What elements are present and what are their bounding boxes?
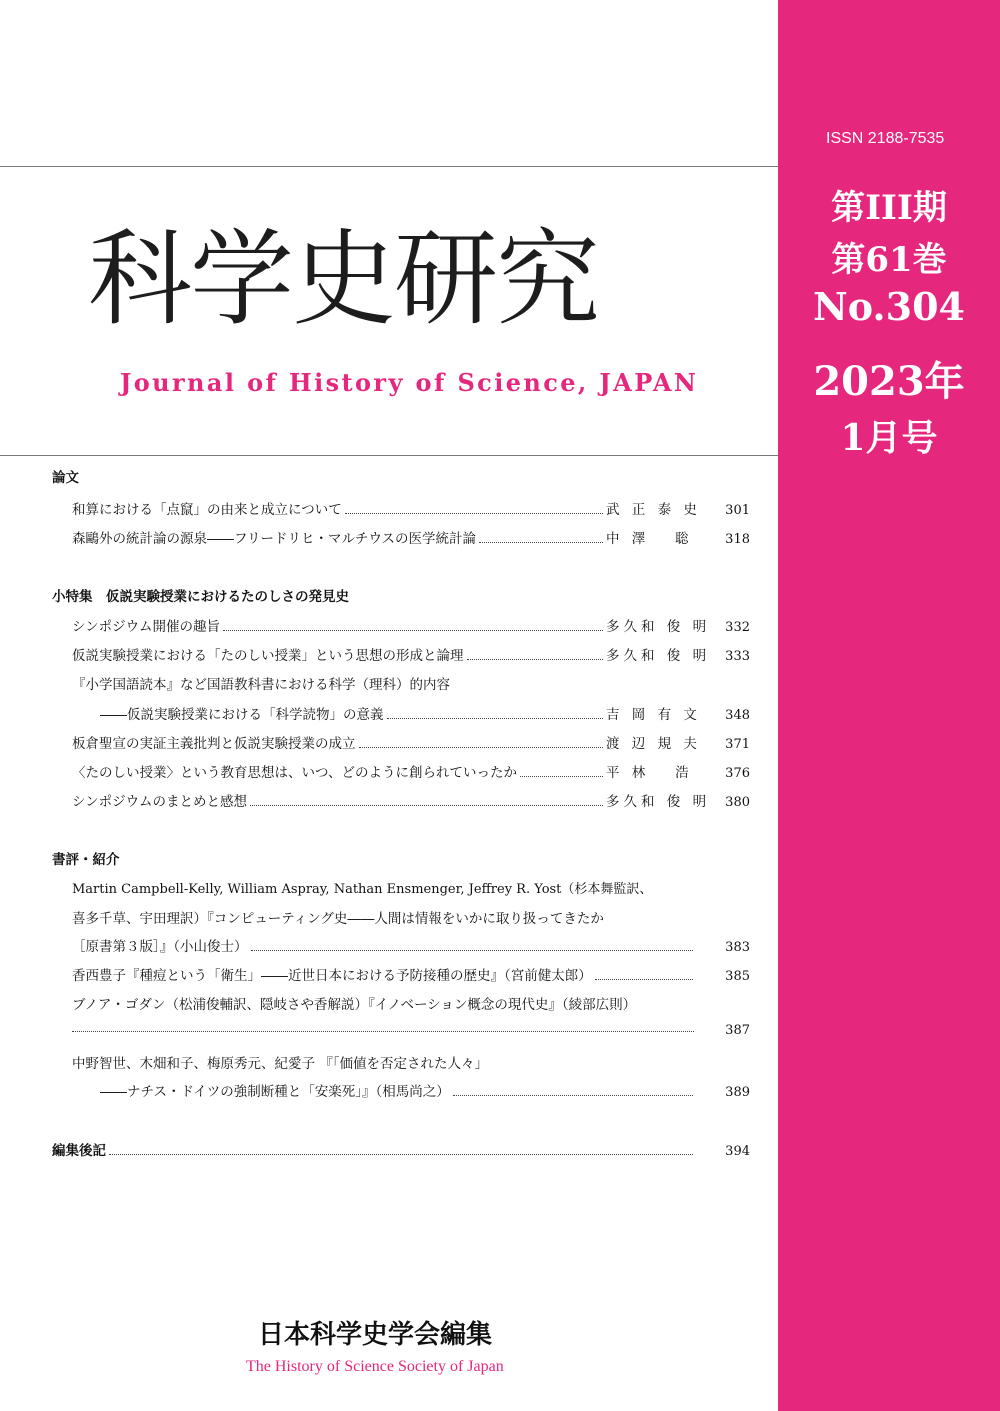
toc-entry bbox=[72, 498, 750, 518]
series-label: 第III期 bbox=[831, 188, 947, 228]
leader-dots bbox=[387, 717, 604, 719]
entry-page: 387 bbox=[725, 1023, 750, 1038]
entry-page: 301 bbox=[725, 503, 750, 518]
leader-dots bbox=[453, 1094, 693, 1096]
entry-title: ［原書第３版］』（小山俊士） bbox=[72, 939, 248, 955]
volume-label: 第61巻 bbox=[831, 240, 947, 280]
leader-dots bbox=[223, 629, 603, 631]
entry-title: 森鷗外の統計論の源泉――フリードリヒ・マルチウスの医学統計論 bbox=[72, 531, 477, 547]
review-line: 中野智世、木畑和子、梅原秀元、紀愛子 『「価値を否定された人々」 bbox=[72, 1056, 489, 1072]
section-heading-reviews: 書評・紹介 bbox=[52, 852, 120, 868]
issue-year: 2023年 bbox=[813, 358, 965, 405]
leader-dots bbox=[467, 658, 604, 660]
publisher-name-en: The History of Science Society of Japan bbox=[246, 1358, 504, 1375]
entry-page: 389 bbox=[725, 1085, 750, 1100]
leader-dots bbox=[595, 978, 693, 980]
review-line: ブノア・ゴダン（松浦俊輔訳、隠岐さや香解説）『イノベーション概念の現代史』（綾部広則） bbox=[72, 997, 637, 1013]
entry-author: 中 澤 聡 bbox=[606, 531, 693, 547]
leader-dots bbox=[359, 746, 604, 748]
entry-author: 平 林 浩 bbox=[606, 765, 693, 781]
leader-dots bbox=[251, 949, 694, 951]
entry-page: 394 bbox=[725, 1144, 750, 1159]
toc-entry bbox=[72, 790, 750, 810]
entry-page: 318 bbox=[725, 532, 750, 547]
section-heading-special: 小特集 仮説実験授業におけるたのしさの発見史 bbox=[52, 589, 349, 605]
entry-title: 仮説実験授業における「たのしい授業」という思想の形成と論理 bbox=[72, 648, 464, 664]
toc-entry bbox=[72, 527, 750, 547]
entry-title: 和算における「点竄」の由来と成立について bbox=[72, 502, 342, 518]
issue-number: No.304 bbox=[813, 284, 965, 329]
toc-entry bbox=[100, 703, 750, 723]
leader-dots bbox=[520, 775, 603, 777]
entry-author: 吉 岡 有 文 bbox=[606, 707, 701, 723]
issn: ISSN 2188-7535 bbox=[826, 130, 945, 147]
journal-subtitle-en: Journal of History of Science, JAPAN bbox=[120, 368, 699, 397]
entry-title: シンポジウム開催の趣旨 bbox=[72, 619, 221, 635]
entry-title-line1: 『小学国語読本』など国語教科書における科学（理科）的内容 bbox=[72, 677, 450, 693]
toc-entry bbox=[72, 732, 750, 752]
entry-author: 渡 辺 規 夫 bbox=[606, 736, 701, 752]
leader-dots bbox=[250, 804, 603, 806]
entry-page: 371 bbox=[725, 737, 750, 752]
entry-author: 多久和 俊 明 bbox=[606, 648, 711, 664]
entry-page: 385 bbox=[725, 969, 750, 984]
review-line: Martin Campbell-Kelly, William Aspray, Nathan Ensmenger, Jeffrey R. Yost（杉本舞監訳、 bbox=[72, 882, 653, 897]
leader-dots bbox=[479, 541, 603, 543]
entry-title: シンポジウムのまとめと感想 bbox=[72, 794, 248, 810]
entry-title: 板倉聖宣の実証主義批判と仮説実験授業の成立 bbox=[72, 736, 356, 752]
toc-entry bbox=[72, 644, 750, 664]
entry-title: 〈たのしい授業〉という教育思想は、いつ、どのように創られていったか bbox=[72, 765, 517, 781]
issue-month: 1月号 bbox=[840, 417, 938, 459]
entry-page: 383 bbox=[725, 940, 750, 955]
toc-entry bbox=[100, 1080, 750, 1100]
toc-entry bbox=[72, 761, 750, 781]
entry-page: 332 bbox=[725, 620, 750, 635]
entry-title: 香西豊子『種痘という「衛生」――近世日本における予防接種の歴史』（宮前健太郎） bbox=[72, 968, 592, 984]
entry-author: 多久和 俊 明 bbox=[606, 794, 711, 810]
entry-page: 380 bbox=[725, 795, 750, 810]
toc-entry bbox=[72, 964, 750, 984]
toc-entry bbox=[72, 935, 750, 955]
entry-author: 武 正 泰 史 bbox=[606, 502, 701, 518]
leader-dots bbox=[109, 1153, 693, 1155]
toc-entry-editorial bbox=[52, 1139, 750, 1159]
section-heading-editorial: 編集後記 bbox=[52, 1143, 106, 1159]
section-heading-papers: 論文 bbox=[52, 470, 79, 486]
leader-dots bbox=[72, 1030, 694, 1032]
entry-page: 376 bbox=[725, 766, 750, 781]
review-line: 喜多千草、宇田理訳）『コンピューティング史――人間は情報をいかに取り扱ってきたか bbox=[72, 911, 604, 927]
entry-page: 348 bbox=[725, 708, 750, 723]
toc-entry bbox=[72, 615, 750, 635]
entry-title: ――ナチス・ドイツの強制断種と「安楽死」』（相馬尚之） bbox=[100, 1084, 450, 1100]
leader-dots bbox=[345, 512, 603, 514]
entry-title: ――仮説実験授業における「科学読物」の意義 bbox=[100, 707, 384, 723]
entry-page: 333 bbox=[725, 649, 750, 664]
journal-title: 科学史研究 bbox=[88, 218, 599, 340]
entry-author: 多久和 俊 明 bbox=[606, 619, 711, 635]
publisher-name: 日本科学史学会編集 bbox=[258, 1320, 493, 1350]
